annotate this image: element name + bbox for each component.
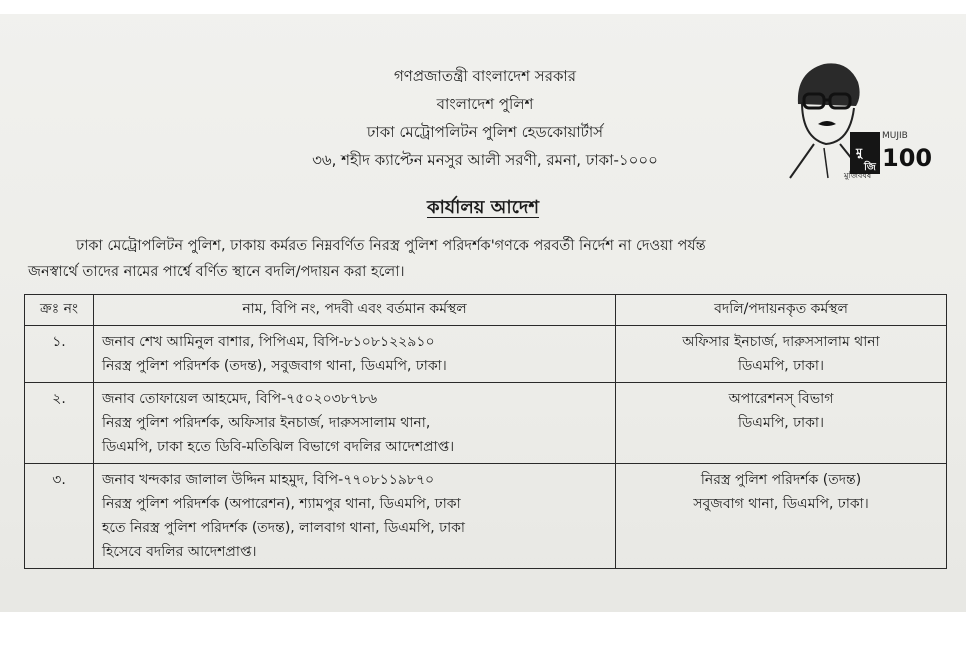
new-post-line: ডিএমপি, ঢাকা।	[738, 358, 824, 374]
current-line: নিরস্ত্র পুলিশ পরিদর্শক, অফিসার ইনচার্জ, দারুসসালাম থানা,	[102, 415, 431, 431]
current-line: জনাব শেখ আমিনুল বাশার, পিপিএম, বিপি-৮১০৮১২২৯১০	[102, 334, 435, 350]
letterhead-line-dmp: ঢাকা মেট্রোপলিটন পুলিশ হেডকোয়ার্টার্স	[366, 123, 604, 141]
new-post-line: নিরস্ত্র পুলিশ পরিদর্শক (তদন্ত)	[700, 472, 862, 488]
row-serial: ১.	[25, 326, 94, 383]
bottom-margin	[0, 612, 966, 648]
table-row	[25, 383, 947, 464]
row-new-post	[616, 464, 947, 569]
current-line: নিরস্ত্র পুলিশ পরিদর্শক (তদন্ত), সবুজবাগ থানা, ডিএমপি, ঢাকা।	[102, 358, 447, 374]
new-post-line: ডিএমপি, ঢাকা।	[738, 415, 824, 431]
current-line: জনাব তোফায়েল আহমেদ, বিপি-৭৫০২০৩৮৭৮৬	[102, 391, 378, 407]
transfer-table	[24, 294, 947, 569]
row-serial: ৩.	[25, 464, 94, 569]
intro-line-2: জনস্বার্থে তাদের নামের পার্শ্বে বর্ণিত স্থানে বদলি/পদায়ন করা হলো।	[28, 264, 405, 280]
row-current-post	[94, 326, 616, 383]
new-post-line: অপারেশনস্ বিভাগ	[728, 391, 834, 407]
letterhead	[250, 62, 720, 174]
current-line: ডিএমপি, ঢাকা হতে ডিবি-মতিঝিল বিভাগে বদলির আদেশপ্রাপ্ত।	[102, 439, 455, 455]
svg-text:মু: মু	[856, 146, 863, 159]
row-current-post	[94, 383, 616, 464]
current-line: জনাব খন্দকার জালাল উদ্দিন মাহমুদ, বিপি-৭৭০৮১১৯৮৭০	[102, 472, 435, 488]
row-serial: ২.	[25, 383, 94, 464]
order-title	[0, 193, 966, 224]
header-serial: ক্রঃ নং	[25, 295, 94, 326]
table-row	[25, 464, 947, 569]
header-new-post: বদলি/পদায়নকৃত কর্মস্থল	[616, 295, 947, 326]
logo-bangla: মুজিববর্ষ	[844, 171, 872, 180]
new-post-line: অফিসার ইনচার্জ, দারুসসালাম থানা	[682, 334, 880, 350]
header-current-post: নাম, বিপি নং, পদবী এবং বর্তমান কর্মস্থল	[94, 295, 616, 326]
table-header-row	[25, 295, 947, 326]
order-title-text: কার্যালয় আদেশ	[426, 197, 540, 218]
letterhead-line-police: বাংলাদেশ পুলিশ	[436, 95, 534, 113]
letterhead-line-address: ৩৬, শহীদ ক্যাপ্টেন মনসুর আলী সরণী, রমনা, ঢাকা-১০০০	[312, 151, 658, 169]
logo-number: 100	[882, 144, 933, 172]
table-row	[25, 326, 947, 383]
intro-line-1: ঢাকা মেট্রোপলিটন পুলিশ, ঢাকায় কর্মরত নিম্নবর্ণিত নিরস্ত্র পুলিশ পরিদর্শক'গণকে পরবর্তী নির্দেশ না দেওয়া পর্যন্ত	[76, 238, 706, 254]
mujib-borsho-logo	[784, 52, 934, 180]
current-line: নিরস্ত্র পুলিশ পরিদর্শক (অপারেশন), শ্যামপুর থানা, ডিএমপি, ঢাকা	[102, 496, 461, 512]
svg-text:জি: জি	[864, 162, 876, 173]
logo-latin: MUJIB	[882, 131, 908, 141]
row-new-post	[616, 383, 947, 464]
letterhead-line-government: গণপ্রজাতন্ত্রী বাংলাদেশ সরকার	[393, 67, 577, 85]
intro-paragraph	[28, 233, 958, 285]
new-post-line: সবুজবাগ থানা, ডিএমপি, ঢাকা।	[693, 496, 869, 512]
row-current-post	[94, 464, 616, 569]
top-margin	[0, 0, 966, 14]
current-line: হতে নিরস্ত্র পুলিশ পরিদর্শক (তদন্ত), লালবাগ থানা, ডিএমপি, ঢাকা	[102, 520, 465, 536]
current-line: হিসেবে বদলির আদেশপ্রাপ্ত।	[102, 544, 257, 560]
row-new-post	[616, 326, 947, 383]
